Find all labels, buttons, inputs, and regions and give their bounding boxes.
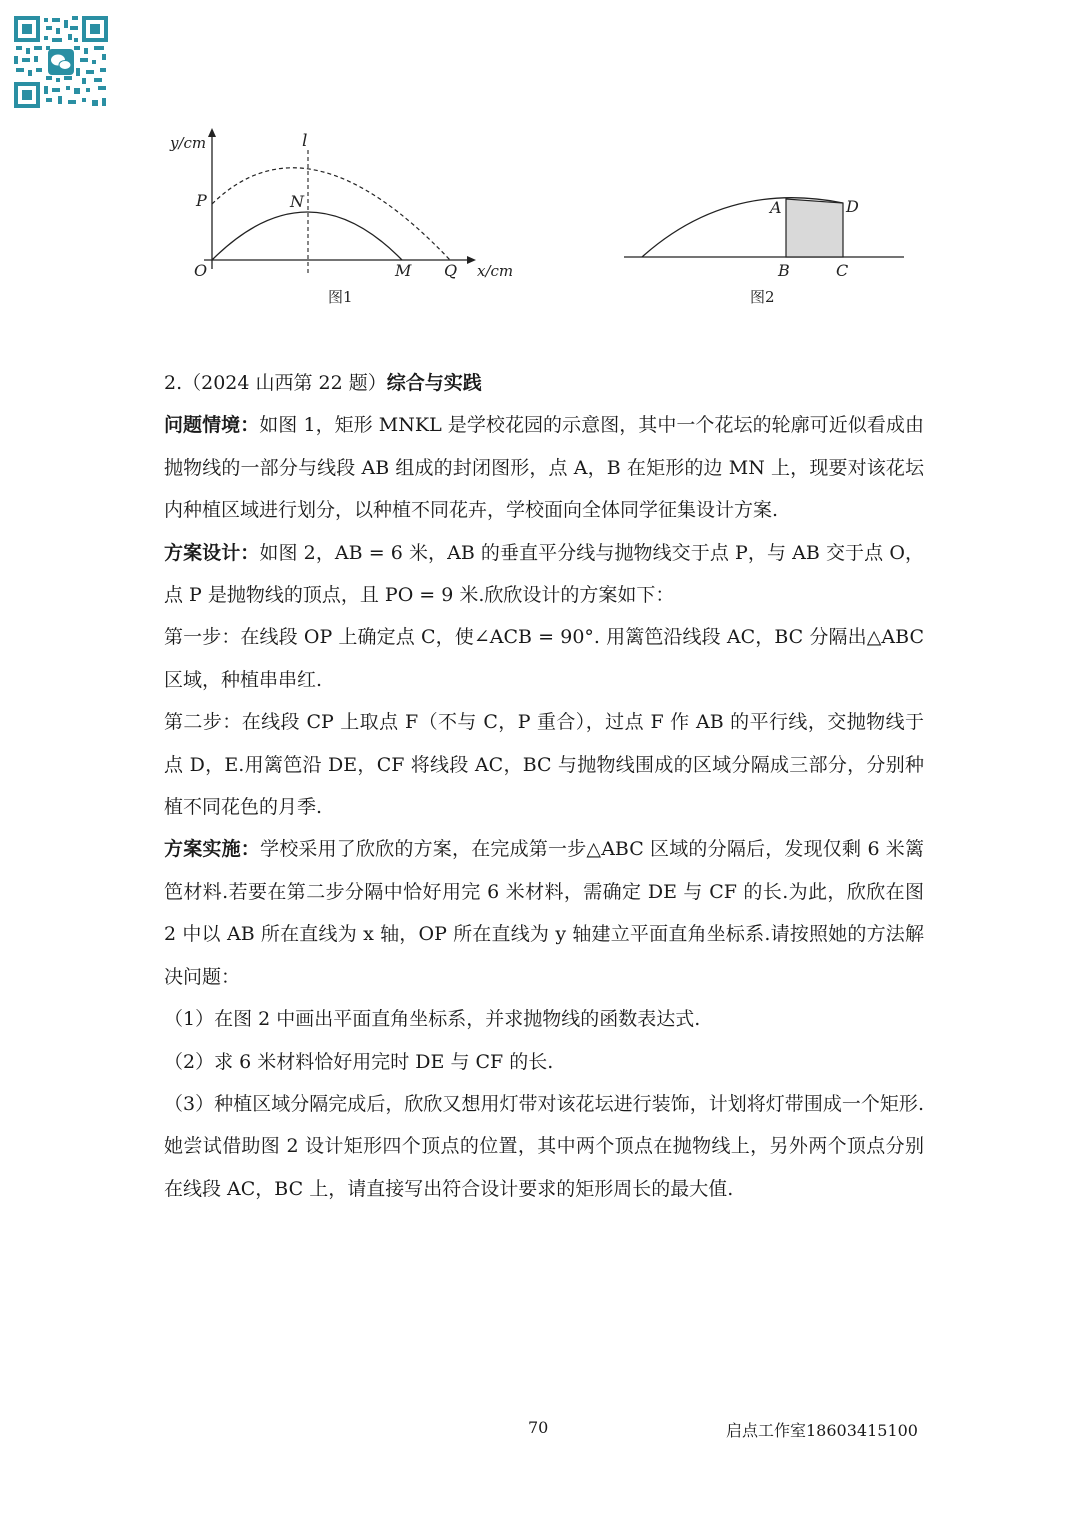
fig1-point-n: N [290, 192, 304, 211]
situation-paragraph [164, 404, 924, 531]
question-3: （3）种植区域分隔完成后，欣欣又想用灯带对该花坛进行装饰，计划将灯带围成一个矩形.她尝试借助图 2 设计矩形四个顶点的位置，其中两个顶点在抛物线上，另外两个顶点分别在线段 AC，BC 上，请直接写出符合设计要求的矩形周长的最大值. [164, 1092, 924, 1200]
figure-2 [618, 180, 913, 314]
qr-code-icon [12, 14, 110, 110]
situation-label: 问题情境： [164, 414, 260, 437]
heading-prefix: 2.（2024 山西第 22 题） [164, 372, 387, 394]
page-number: 70 [528, 1418, 549, 1437]
studio-contact: 启点工作室18603415100 [726, 1421, 918, 1440]
situation-text: 如图 1，矩形 MNKL 是学校花园的示意图，其中一个花坛的轮廓可近似看成由抛物线的一部分与线段 AB 组成的封闭图形，点 A，B 在矩形的边 MN 上，现要对该花坛内种植区域进行划分，以种植不同花卉，学校面向全体同学征集设计方案. [164, 414, 924, 522]
fig1-caption: 图1 [328, 288, 353, 306]
problem-content [164, 362, 924, 1210]
design-label: 方案设计： [164, 541, 260, 564]
problem-heading [164, 362, 924, 404]
fig2-caption: 图2 [750, 288, 775, 306]
fig1-y-label: y/cm [170, 134, 207, 152]
fig2-point-c: C [836, 261, 849, 280]
fig1-x-arrow [467, 256, 476, 264]
heading-title: 综合与实践 [386, 372, 482, 394]
fig1-point-p: P [196, 191, 207, 210]
fig2-shaded-region [786, 199, 843, 257]
fig2-point-a: A [770, 198, 782, 217]
design-text: 如图 2，AB = 6 米，AB 的垂直平分线与抛物线交于点 P，与 AB 交于点 O，点 P 是抛物线的顶点，且 PO = 9 米.欣欣设计的方案如下： [164, 541, 924, 607]
question-2: （2）求 6 米材料恰好用完时 DE 与 CF 的长. [164, 1050, 554, 1073]
fig1-y-arrow [208, 128, 216, 137]
implement-label: 方案实施： [164, 838, 260, 861]
figure-1 [160, 124, 530, 314]
fig1-point-l: l [302, 131, 308, 151]
design-paragraph [164, 532, 924, 617]
fig1-x-label: x/cm [477, 262, 514, 280]
fig2-point-d: D [846, 197, 859, 216]
implement-text: 学校采用了欣欣的方案，在完成第一步△ABC 区域的分隔后，发现仅剩 6 米篱笆材料.若要在第二步分隔中恰好用完 6 米材料，需确定 DE 与 CF 的长.为此，欣欣在图 2 中以 AB 所在直线为 x 轴，OP 所在直线为 y 轴建立平面直角坐标系.请按照她的方法解决问题： [164, 838, 924, 988]
fig1-point-q: Q [444, 261, 458, 280]
implement-paragraph [164, 828, 924, 998]
fig2-point-b: B [778, 261, 790, 280]
fig1-point-m: M [395, 261, 412, 280]
question-1: （1）在图 2 中画出平面直角坐标系，并求抛物线的函数表达式. [164, 1008, 701, 1031]
step-1: 第一步：在线段 OP 上确定点 C，使∠ACB = 90°. 用篱笆沿线段 AC，BC 分隔出△ABC 区域，种植串串红. [164, 626, 924, 691]
fig1-point-o: O [194, 261, 208, 280]
fig1-parabola-pq [212, 168, 450, 260]
step-2: 第二步：在线段 CP 上取点 F（不与 C，P 重合），过点 F 作 AB 的平行线，交抛物线于点 D，E.用篱笆沿 DE，CF 将线段 AC，BC 与抛物线围成的区域分隔成三部分，分别种植不同花色的月季. [164, 711, 924, 819]
fig1-parabola-onm [212, 212, 402, 260]
